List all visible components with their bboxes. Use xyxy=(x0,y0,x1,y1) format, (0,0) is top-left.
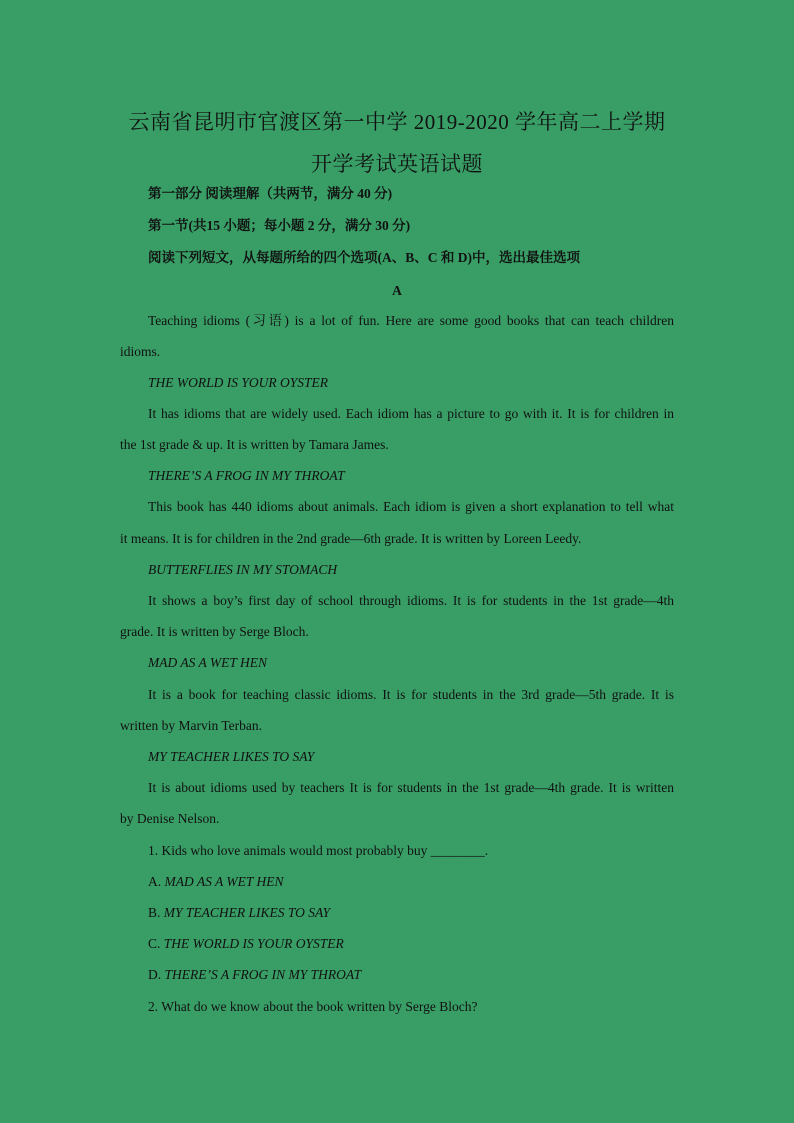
question-1: 1. Kids who love animals would most probably buy ________. xyxy=(148,843,489,858)
title-line-2: 开学考试英语试题 xyxy=(311,152,483,176)
book-desc-line-1: It shows a boy’s first day of school through idioms. It is for students in the 1st grade—4th xyxy=(148,593,674,608)
part-heading: 第一部分 阅读理解（共两节，满分 40 分) xyxy=(148,186,393,201)
book-desc-line-2: grade. It is written by Serge Bloch. xyxy=(120,624,309,639)
book-title: THERE’S A FROG IN MY THROAT xyxy=(148,468,345,483)
option-text: MAD AS A WET HEN xyxy=(164,874,284,889)
book-desc-line-2: by Denise Nelson. xyxy=(120,811,220,826)
book-desc-line-2: written by Marvin Terban. xyxy=(120,718,263,733)
option-text: THE WORLD IS YOUR OYSTER xyxy=(163,936,344,951)
option-letter: D. xyxy=(148,967,162,982)
option-b xyxy=(148,904,674,922)
book-title: MAD AS A WET HEN xyxy=(148,655,268,670)
title-line-1: 云南省昆明市官渡区第一中学 2019-2020 学年高二上学期 xyxy=(128,110,666,134)
option-letter: A. xyxy=(148,874,162,889)
intro-line-1: Teaching idioms (习语) is a lot of fun. Here are some good books that can teach children xyxy=(148,313,674,328)
instruction: 阅读下列短文，从每题所给的四个选项(A、B、C 和 D)中，选出最佳选项 xyxy=(148,250,580,265)
book-title: THE WORLD IS YOUR OYSTER xyxy=(148,375,329,390)
option-c xyxy=(148,935,674,953)
book-title: BUTTERFLIES IN MY STOMACH xyxy=(148,562,338,577)
book-desc-line-2: the 1st grade & up. It is written by Tamara James. xyxy=(120,437,389,452)
option-text: THERE’S A FROG IN MY THROAT xyxy=(164,967,362,982)
option-d xyxy=(148,966,674,984)
option-letter: B. xyxy=(148,905,161,920)
book-desc-line-2: it means. It is for children in the 2nd grade—6th grade. It is written by Loreen Leedy. xyxy=(120,531,582,546)
section-heading: 第一节(共15 小题；每小题 2 分，满分 30 分) xyxy=(148,218,411,233)
passage-label: A xyxy=(392,283,402,298)
book-desc-line-1: It is about idioms used by teachers It is for students in the 1st grade—4th grade. It is written xyxy=(148,780,674,795)
book-desc-line-1: This book has 440 idioms about animals. Each idiom is given a short explanation to tell what xyxy=(148,499,674,514)
option-text: MY TEACHER LIKES TO SAY xyxy=(163,905,331,920)
option-a xyxy=(148,873,674,891)
intro-line-2: idioms. xyxy=(120,344,161,359)
option-letter: C. xyxy=(148,936,161,951)
book-desc-line-1: It is a book for teaching classic idioms. It is for students in the 3rd grade—5th grade. It is xyxy=(148,687,674,702)
question-2: 2. What do we know about the book written by Serge Bloch? xyxy=(148,999,478,1014)
book-desc-line-1: It has idioms that are widely used. Each idiom has a picture to go with it. It is for children in xyxy=(148,406,674,421)
book-title: MY TEACHER LIKES TO SAY xyxy=(148,749,315,764)
